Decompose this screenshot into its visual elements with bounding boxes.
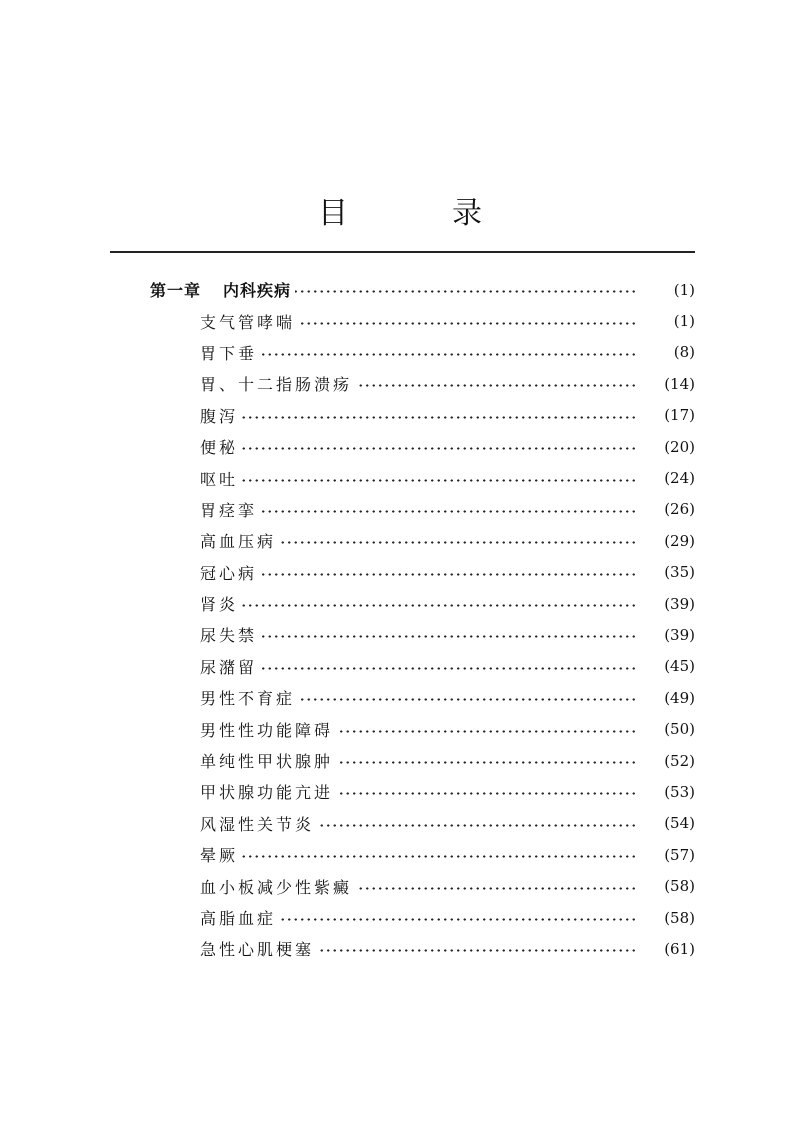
chapter-number: 第一章 xyxy=(150,281,202,301)
dot-leader xyxy=(242,604,637,607)
dot-leader xyxy=(280,918,637,921)
entry-label: 冠心病 xyxy=(200,563,258,583)
entry-label: 尿失禁 xyxy=(200,626,258,646)
entry-label: 尿潴留 xyxy=(200,657,258,677)
entry-page: (39) xyxy=(664,594,695,613)
entry-label: 腹泻 xyxy=(200,406,239,426)
dot-leader xyxy=(356,887,637,890)
entry-label: 胃下垂 xyxy=(200,343,258,363)
dot-leader xyxy=(318,949,637,952)
entry-label: 高脂血症 xyxy=(200,909,277,928)
entry-label: 风湿性关节炎 xyxy=(200,814,315,834)
entry-label: 男性性功能障碍 xyxy=(200,720,334,740)
toc-entry[interactable] xyxy=(150,933,695,964)
entry-label: 单纯性甲状腺肿 xyxy=(200,752,334,772)
entry-page: (1) xyxy=(673,312,695,331)
toc-entry[interactable] xyxy=(150,494,695,525)
entry-page: (58) xyxy=(664,877,695,896)
chapter-label xyxy=(150,278,291,301)
toc-entry[interactable] xyxy=(150,776,695,807)
entry-label: 急性心肌梗塞 xyxy=(200,940,315,960)
entry-page: (45) xyxy=(664,657,695,676)
dot-leader xyxy=(261,353,637,356)
entry-label: 胃痉挛 xyxy=(200,500,258,520)
toc-entry[interactable] xyxy=(150,651,695,682)
toc-entry[interactable] xyxy=(150,713,695,744)
toc-entry[interactable] xyxy=(150,839,695,870)
entry-label: 胃、十二指肠溃疡 xyxy=(200,375,353,395)
toc-chapter-row[interactable] xyxy=(150,274,695,305)
entry-label: 血小板减少性紫癜 xyxy=(200,877,353,897)
chapter-title: 内科疾病 xyxy=(223,281,292,301)
dot-leader xyxy=(337,761,637,764)
dot-leader xyxy=(242,479,637,482)
dot-leader xyxy=(337,792,637,795)
entry-page: (17) xyxy=(664,406,695,425)
entry-page: (58) xyxy=(664,908,695,927)
entry-label: 高血压病 xyxy=(200,532,277,552)
toc-entry[interactable] xyxy=(150,462,695,493)
toc-entry[interactable] xyxy=(150,745,695,776)
entry-page: (39) xyxy=(664,625,695,644)
entry-label: 呕吐 xyxy=(200,469,239,489)
dot-leader xyxy=(261,510,637,513)
entry-page: (61) xyxy=(664,939,695,958)
entry-page: (52) xyxy=(664,751,695,770)
toc-entry[interactable] xyxy=(150,337,695,368)
entry-page: (53) xyxy=(664,782,695,801)
entry-label: 支气管哮喘 xyxy=(200,312,296,332)
table-of-contents xyxy=(150,274,695,965)
entry-page: (20) xyxy=(664,437,695,456)
entry-page: (26) xyxy=(664,500,695,519)
toc-entry[interactable] xyxy=(150,305,695,336)
toc-entry[interactable] xyxy=(150,431,695,462)
entry-label: 便秘 xyxy=(200,438,239,458)
toc-title-char-2: 录 xyxy=(452,196,482,231)
toc-title-char-1: 目 xyxy=(318,196,348,231)
dot-leader xyxy=(242,855,637,858)
dot-leader xyxy=(242,447,637,450)
toc-entry[interactable] xyxy=(150,808,695,839)
toc-entry[interactable] xyxy=(150,902,695,933)
entry-label: 男性不育症 xyxy=(200,689,296,709)
toc-entry[interactable] xyxy=(150,588,695,619)
entry-page: (24) xyxy=(664,469,695,488)
toc-entry[interactable] xyxy=(150,525,695,556)
toc-entry[interactable] xyxy=(150,557,695,588)
entry-page: (8) xyxy=(673,343,695,362)
dot-leader xyxy=(295,290,637,293)
entry-page: (35) xyxy=(664,563,695,582)
chapter-page: (1) xyxy=(673,280,695,299)
toc-entry[interactable] xyxy=(150,870,695,901)
entry-page: (49) xyxy=(664,688,695,707)
dot-leader xyxy=(261,667,637,670)
toc-entry[interactable] xyxy=(150,400,695,431)
entry-label: 晕厥 xyxy=(200,846,239,866)
dot-leader xyxy=(337,730,637,733)
dot-leader xyxy=(299,322,637,325)
dot-leader xyxy=(299,698,637,701)
dot-leader xyxy=(261,635,637,638)
entry-label: 甲状腺功能亢进 xyxy=(200,783,334,803)
toc-entry[interactable] xyxy=(150,682,695,713)
dot-leader xyxy=(261,573,637,576)
dot-leader xyxy=(356,384,637,387)
entry-page: (29) xyxy=(664,531,695,550)
dot-leader xyxy=(280,541,637,544)
dot-leader xyxy=(242,416,637,419)
entry-page: (50) xyxy=(664,720,695,739)
toc-entry[interactable] xyxy=(150,368,695,399)
entry-page: (54) xyxy=(664,814,695,833)
toc-entry[interactable] xyxy=(150,619,695,650)
title-rule xyxy=(110,251,695,253)
entry-label: 肾炎 xyxy=(200,595,239,615)
entry-page: (57) xyxy=(664,845,695,864)
dot-leader xyxy=(318,824,637,827)
entry-page: (14) xyxy=(664,374,695,393)
